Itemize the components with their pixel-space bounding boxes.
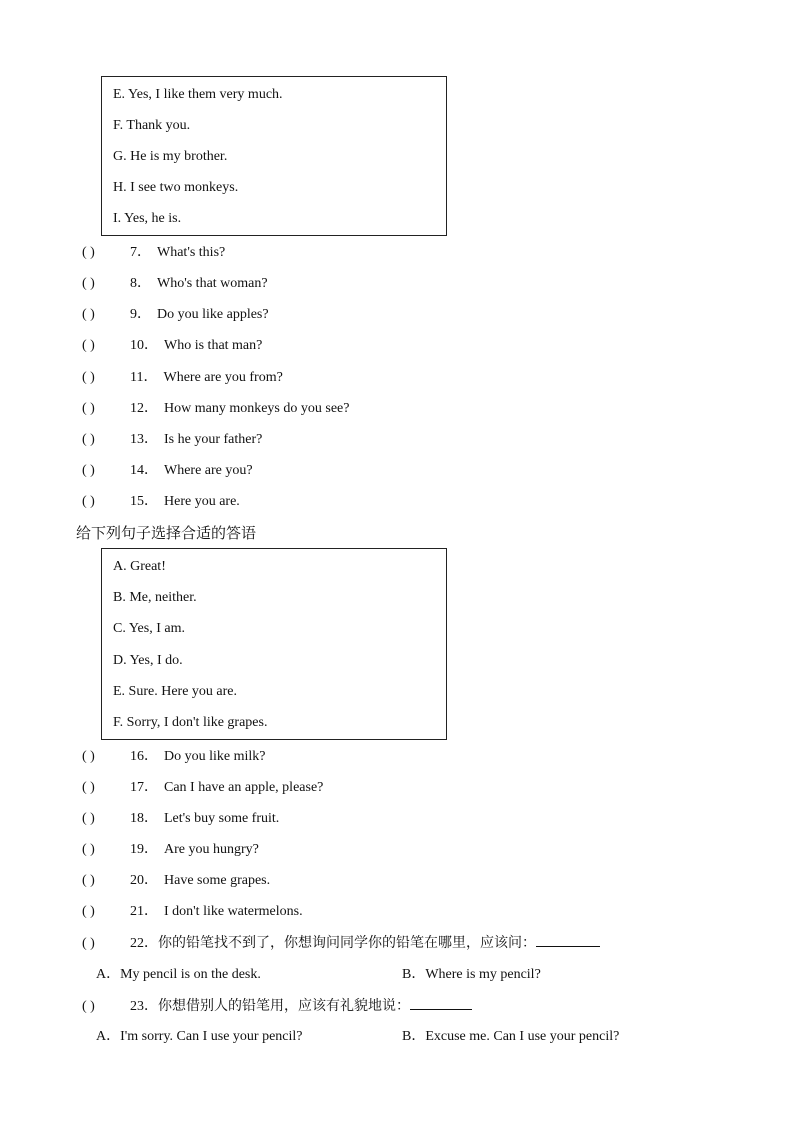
question-number: 22． — [130, 936, 158, 951]
question-9 — [82, 306, 269, 324]
question-number: 21． — [130, 904, 158, 919]
question-19 — [82, 841, 259, 859]
question-text: Who's that woman? — [157, 276, 268, 291]
question-number: 12． — [130, 401, 158, 416]
question-number: 15． — [130, 494, 158, 509]
question-22 — [82, 934, 600, 953]
question-8 — [82, 275, 268, 293]
fill-blank-line[interactable] — [536, 934, 600, 947]
question-number: 14． — [130, 463, 158, 478]
question-text: Where are you from? — [163, 370, 283, 385]
section-heading: 给下列句子选择合适的答语 — [76, 524, 257, 542]
question-number: 19． — [130, 842, 158, 857]
question-number: 20． — [130, 873, 158, 888]
question-number: 7． — [130, 245, 151, 260]
answer-blank[interactable]: ( ) — [82, 749, 95, 764]
answer-blank[interactable]: ( ) — [82, 401, 95, 416]
q22-choice-b[interactable]: B．Where is my pencil? — [402, 967, 541, 982]
answer-blank[interactable]: ( ) — [82, 276, 95, 291]
option-d: D. Yes, I do. — [113, 653, 183, 668]
question-number: 9． — [130, 307, 151, 322]
question-20 — [82, 872, 270, 890]
question-18 — [82, 810, 279, 828]
question-text: Do you like milk? — [164, 749, 266, 764]
fill-blank-line[interactable] — [410, 997, 472, 1010]
question-number: 18． — [130, 811, 158, 826]
answer-options-box-2 — [101, 548, 447, 740]
answer-blank[interactable]: ( ) — [82, 842, 95, 857]
option-i: I. Yes, he is. — [113, 211, 182, 226]
question-7 — [82, 244, 225, 262]
question-text: Have some grapes. — [164, 873, 271, 888]
option-e: E. Yes, I like them very much. — [113, 87, 283, 102]
question-number: 16． — [130, 749, 158, 764]
question-21 — [82, 903, 303, 921]
question-12 — [82, 400, 349, 418]
question-text: Who is that man? — [164, 338, 263, 353]
question-11 — [82, 369, 283, 387]
question-13 — [82, 431, 262, 449]
answer-blank[interactable]: ( ) — [82, 463, 95, 478]
answer-blank[interactable]: ( ) — [82, 245, 95, 260]
question-text: How many monkeys do you see? — [164, 401, 350, 416]
answer-blank[interactable]: ( ) — [82, 494, 95, 509]
option-e: E. Sure. Here you are. — [113, 684, 238, 699]
question-number: 10． — [130, 338, 158, 353]
answer-blank[interactable]: ( ) — [82, 432, 95, 447]
answer-blank[interactable]: ( ) — [82, 780, 95, 795]
question-number: 13． — [130, 432, 158, 447]
option-c: C. Yes, I am. — [113, 621, 185, 636]
question-text: Let's buy some fruit. — [164, 811, 280, 826]
q23-choice-a[interactable]: A．I'm sorry. Can I use your pencil? — [96, 1029, 303, 1044]
question-text: 你的铅笔找不到了，你想询问同学你的铅笔在哪里，应该问： — [158, 935, 536, 951]
question-text: Is he your father? — [164, 432, 263, 447]
question-text: 你想借别人的铅笔用，应该有礼貌地说： — [158, 998, 410, 1014]
question-10 — [82, 337, 262, 355]
question-text: Where are you? — [164, 463, 253, 478]
option-f: F. Thank you. — [113, 118, 191, 133]
answer-blank[interactable]: ( ) — [82, 873, 95, 888]
option-a: A. Great! — [113, 559, 166, 574]
question-17 — [82, 779, 323, 797]
question-23 — [82, 997, 472, 1016]
q23-choice-b[interactable]: B．Excuse me. Can I use your pencil? — [402, 1029, 620, 1044]
question-14 — [82, 462, 253, 480]
question-text: Do you like apples? — [157, 307, 269, 322]
question-text: Can I have an apple, please? — [164, 780, 324, 795]
answer-blank[interactable]: ( ) — [82, 370, 95, 385]
question-text: What's this? — [157, 245, 226, 260]
option-h: H. I see two monkeys. — [113, 180, 239, 195]
option-g: G. He is my brother. — [113, 149, 228, 164]
answer-blank[interactable]: ( ) — [82, 811, 95, 826]
answer-blank[interactable]: ( ) — [82, 999, 95, 1014]
answer-options-box-1 — [101, 76, 447, 236]
question-text: Are you hungry? — [164, 842, 259, 857]
option-b: B. Me, neither. — [113, 590, 197, 605]
question-number: 17． — [130, 780, 158, 795]
question-number: 8． — [130, 276, 151, 291]
question-16 — [82, 748, 266, 766]
question-15 — [82, 493, 240, 511]
answer-blank[interactable]: ( ) — [82, 338, 95, 353]
answer-blank[interactable]: ( ) — [82, 936, 95, 951]
question-text: I don't like watermelons. — [164, 904, 303, 919]
answer-blank[interactable]: ( ) — [82, 904, 95, 919]
question-text: Here you are. — [164, 494, 240, 509]
answer-blank[interactable]: ( ) — [82, 307, 95, 322]
option-f: F. Sorry, I don't like grapes. — [113, 715, 268, 730]
question-number: 11． — [130, 370, 158, 385]
question-number: 23． — [130, 999, 158, 1014]
q22-choice-a[interactable]: A．My pencil is on the desk. — [96, 967, 261, 982]
